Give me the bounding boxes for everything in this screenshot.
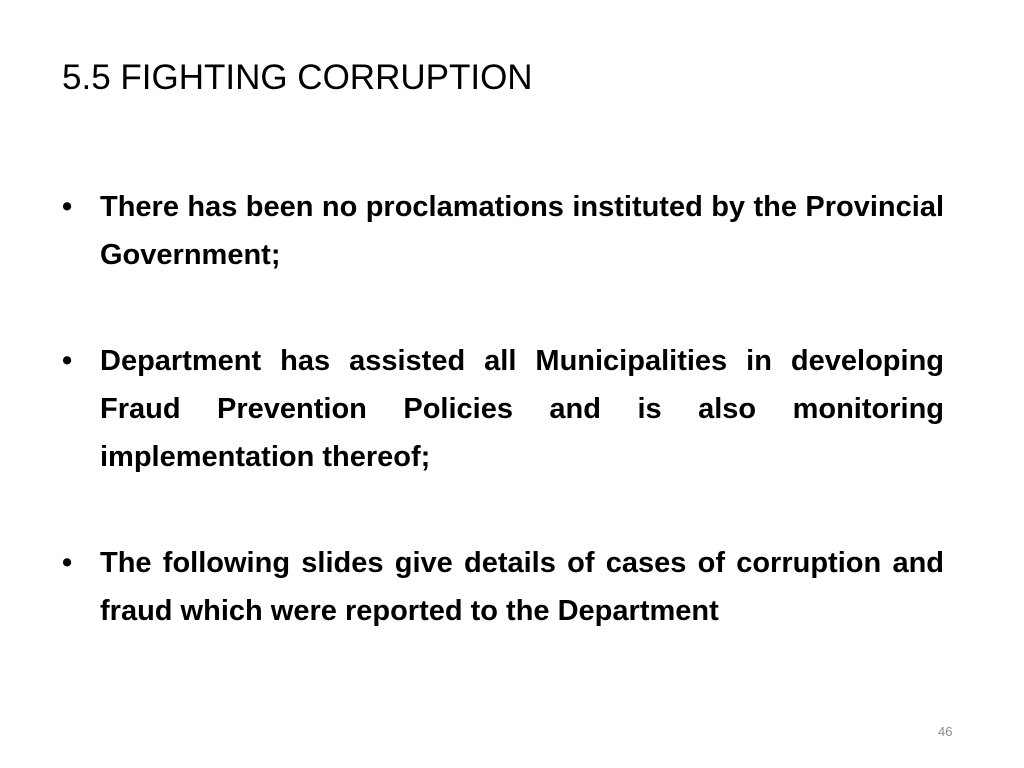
bullet-item bbox=[62, 337, 944, 481]
bullet-icon: • bbox=[62, 191, 73, 223]
bullet-icon: • bbox=[62, 547, 73, 579]
bullet-text: There has been no proclamations instituted by the Provincial Government; bbox=[100, 191, 944, 271]
bullet-text: Department has assisted all Municipalities in developing Fraud Prevention Policies and is also monitoring implementation thereof; bbox=[100, 345, 944, 473]
bullet-text: The following slides give details of cases of corruption and fraud which were reported to the Department bbox=[100, 547, 944, 627]
page-number: 46 bbox=[938, 724, 953, 739]
bullet-icon: • bbox=[62, 345, 73, 377]
bullet-list bbox=[62, 183, 944, 693]
bullet-item bbox=[62, 539, 944, 635]
slide-title: 5.5 FIGHTING CORRUPTION bbox=[62, 58, 533, 97]
bullet-item bbox=[62, 183, 944, 279]
